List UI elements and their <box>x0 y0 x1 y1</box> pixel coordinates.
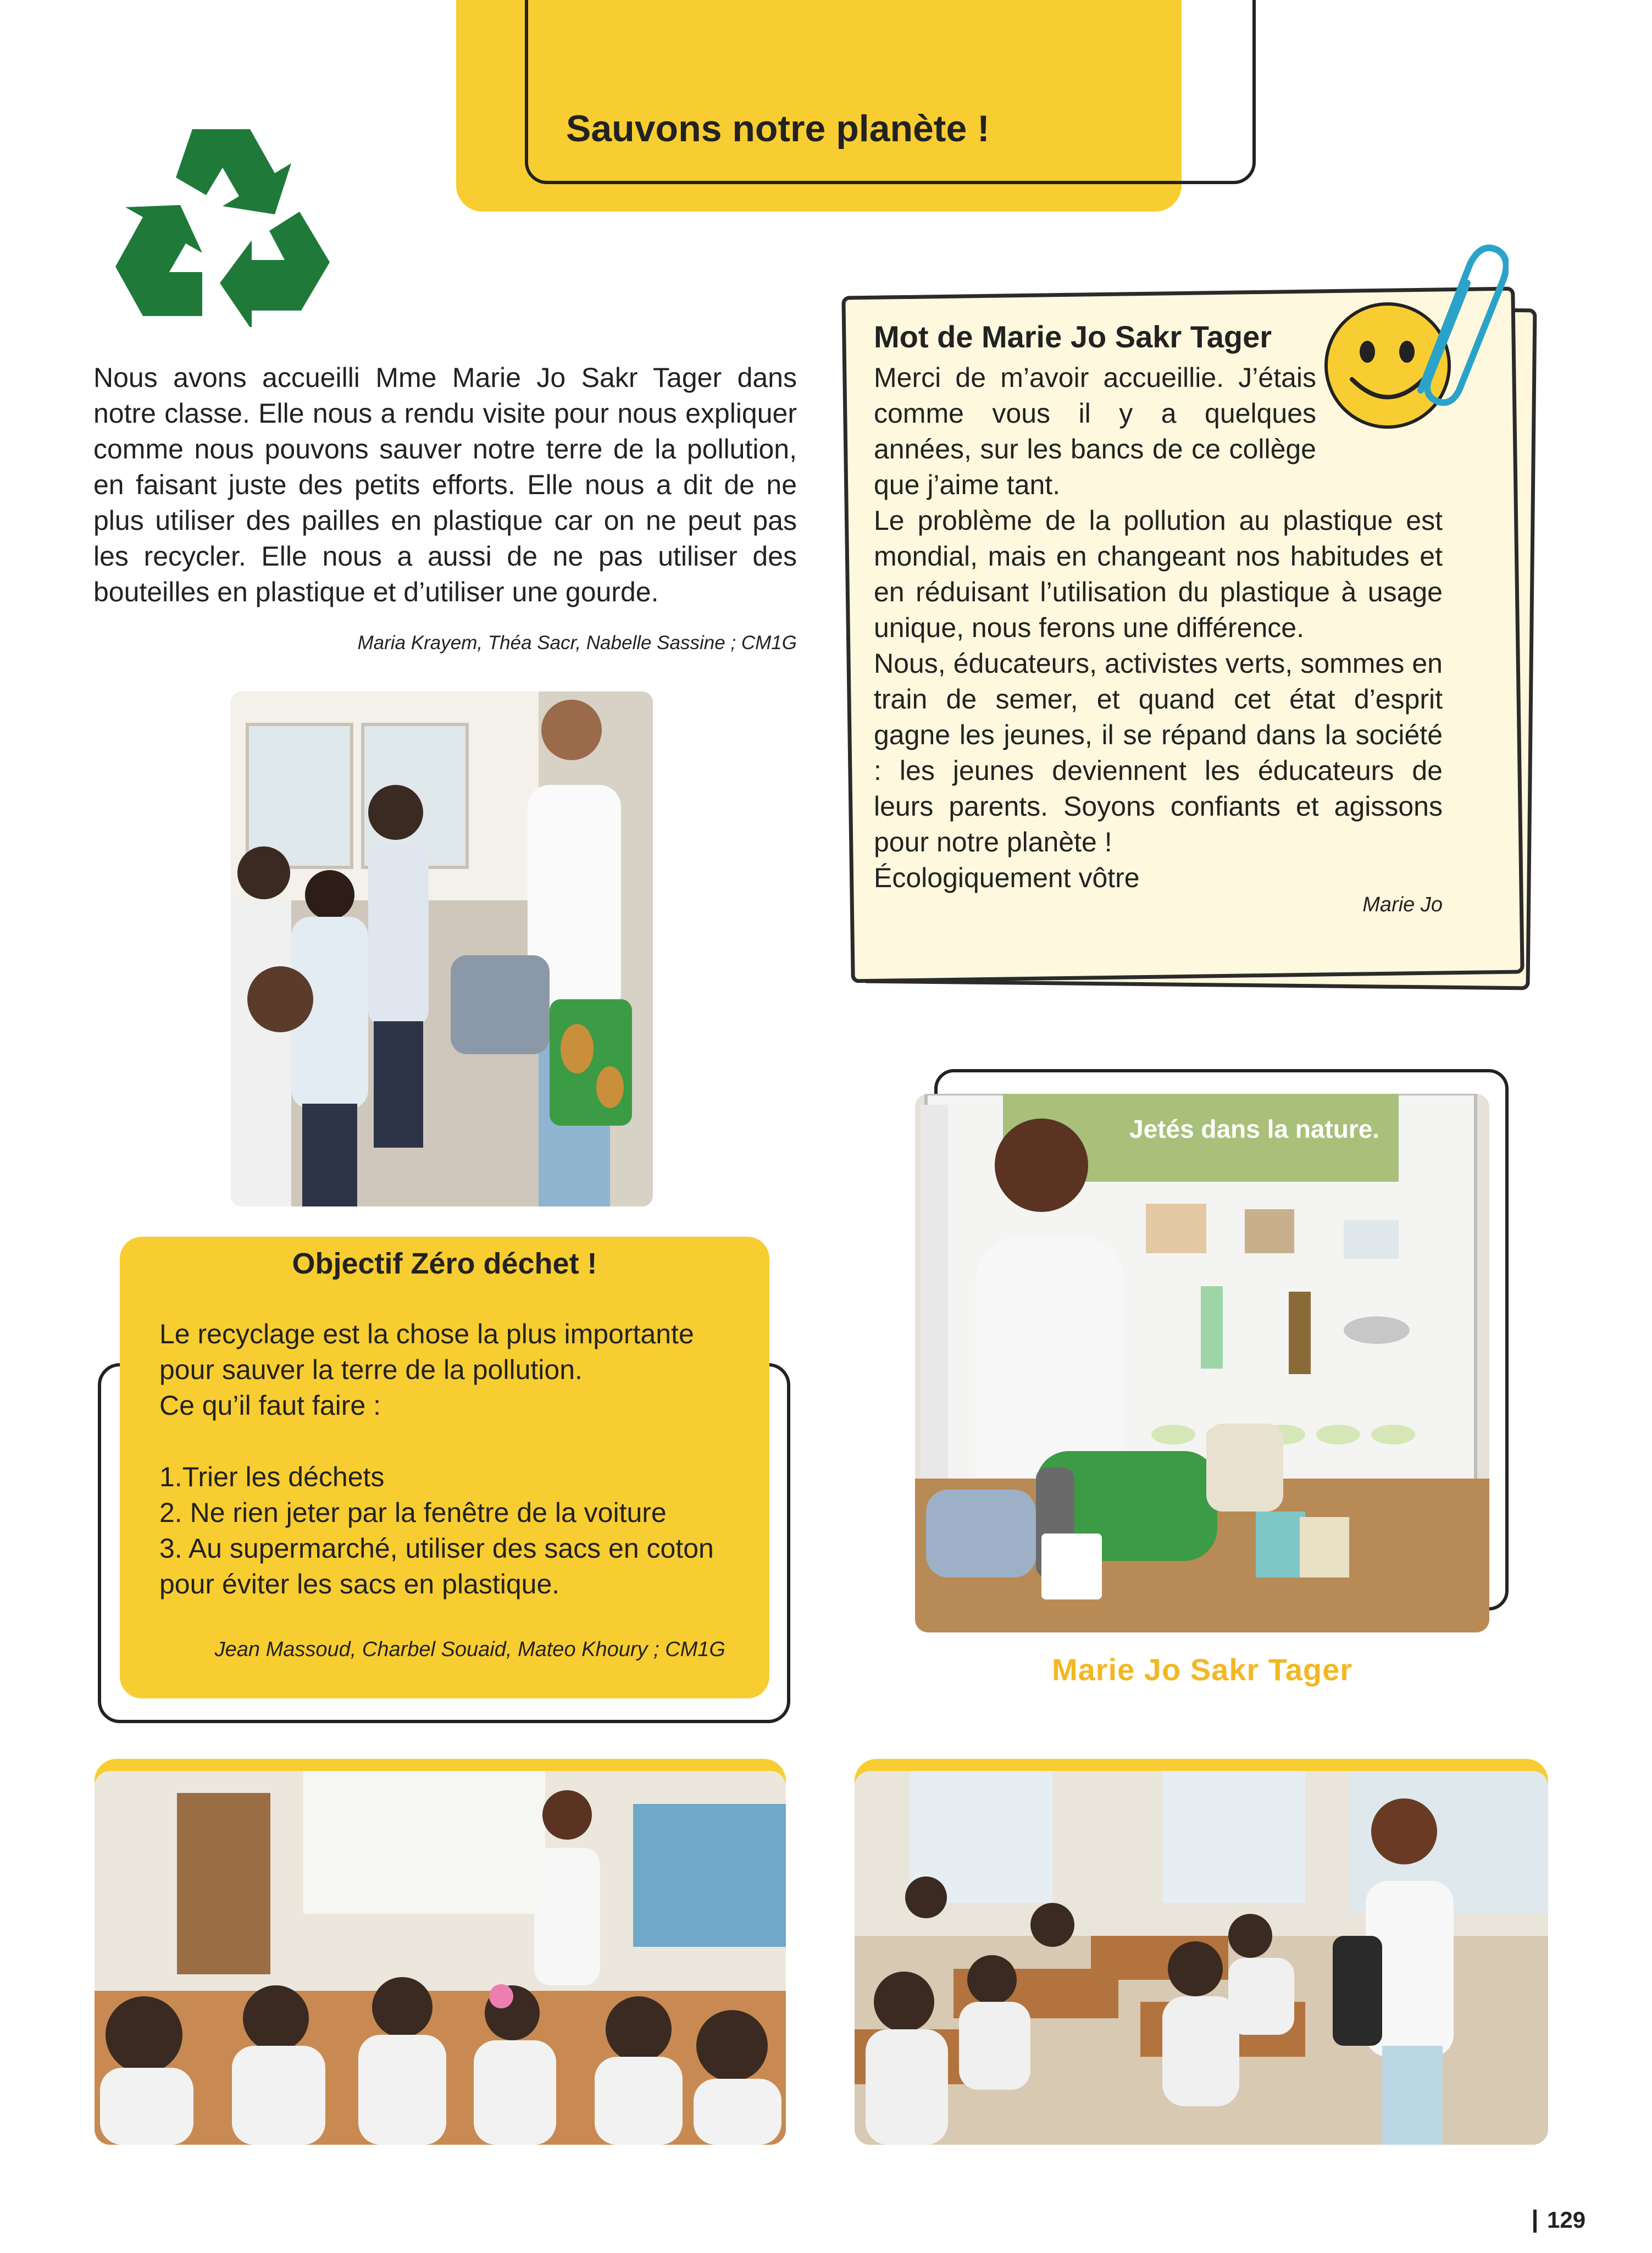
intro-credit: Maria Krayem, Théa Sacr, Nabelle Sassine ; CM1G <box>357 632 797 654</box>
note-paragraph-3: Nous, éducateurs, activistes verts, sommes en train de semer, et quand cet état d’esprit gagne les jeunes, il se répand dans la société : les jeunes deviennent les éducateurs de leurs parents. Soyons confiants et agissons pour notre planète ! <box>874 648 1443 857</box>
intro-paragraph: Nous avons accueilli Mme Marie Jo Sakr Tager dans notre classe. Elle nous a rendu visite pour nous expliquer comme nous pouvons sauver notre terre de la pollution, en faisant juste des petits efforts. Elle nous a dit de ne plus utiliser des pailles en plastique car on ne peut pas les recycler. Elle nous a aussi de ne pas utiliser des bouteilles en plastique et d’utiliser une gourde. <box>93 362 797 607</box>
note-title: Mot de Marie Jo Sakr Tager <box>874 319 1272 354</box>
objective-line: Ce qu’il faut faire : <box>159 1390 381 1421</box>
note-paragraph-1: Merci de m’avoir accueillie. J’étais comme vous il y a quelques années, sur les bancs de ce collège que j’aime tant. <box>874 362 1316 500</box>
objective-line: Le recyclage est la chose la plus importante <box>159 1319 694 1349</box>
photo-visit-students <box>231 691 653 1206</box>
photo-caption: Marie Jo Sakr Tager <box>1051 1652 1353 1687</box>
objective-credit: Jean Massoud, Charbel Souaid, Mateo Khoury ; CM1G <box>214 1638 725 1661</box>
objective-line: 3. Au supermarché, utiliser des sacs en coton <box>159 1533 714 1564</box>
objective-line: 2. Ne rien jeter par la fenêtre de la voiture <box>159 1497 667 1528</box>
photo-classroom-right <box>855 1771 1548 2145</box>
note-paragraph-2: Le problème de la pollution au plastique est mondial, mais en changeant nos habitudes et en réduisant l’utilisation du plastique à usage unique, nous ferons une différence. <box>874 505 1443 643</box>
title-frame <box>525 0 1256 184</box>
objective-title: Objectif Zéro déchet ! <box>292 1247 597 1280</box>
note-signature: Marie Jo <box>1362 893 1443 916</box>
page-number: 129 <box>1547 2207 1586 2233</box>
objective-line: pour éviter les sacs en plastique. <box>159 1569 560 1599</box>
objective-line: 1.Trier les déchets <box>159 1462 385 1492</box>
page-number-rule <box>1533 2210 1537 2233</box>
photo-classroom-left <box>95 1771 786 2145</box>
recycle-icon <box>110 118 335 327</box>
objective-line: pour sauver la terre de la pollution. <box>159 1354 583 1385</box>
objective-body <box>159 1316 758 1602</box>
note-body <box>874 360 1443 896</box>
page-title: Sauvons notre planète ! <box>566 108 990 150</box>
photo-presentation <box>915 1094 1489 1632</box>
objective-line <box>159 1424 758 1459</box>
paperclip-icon <box>1399 242 1509 407</box>
slide-title: Jetés dans la nature. <box>1129 1115 1380 1143</box>
note-paragraph-4: Écologiquement vôtre <box>874 862 1140 893</box>
